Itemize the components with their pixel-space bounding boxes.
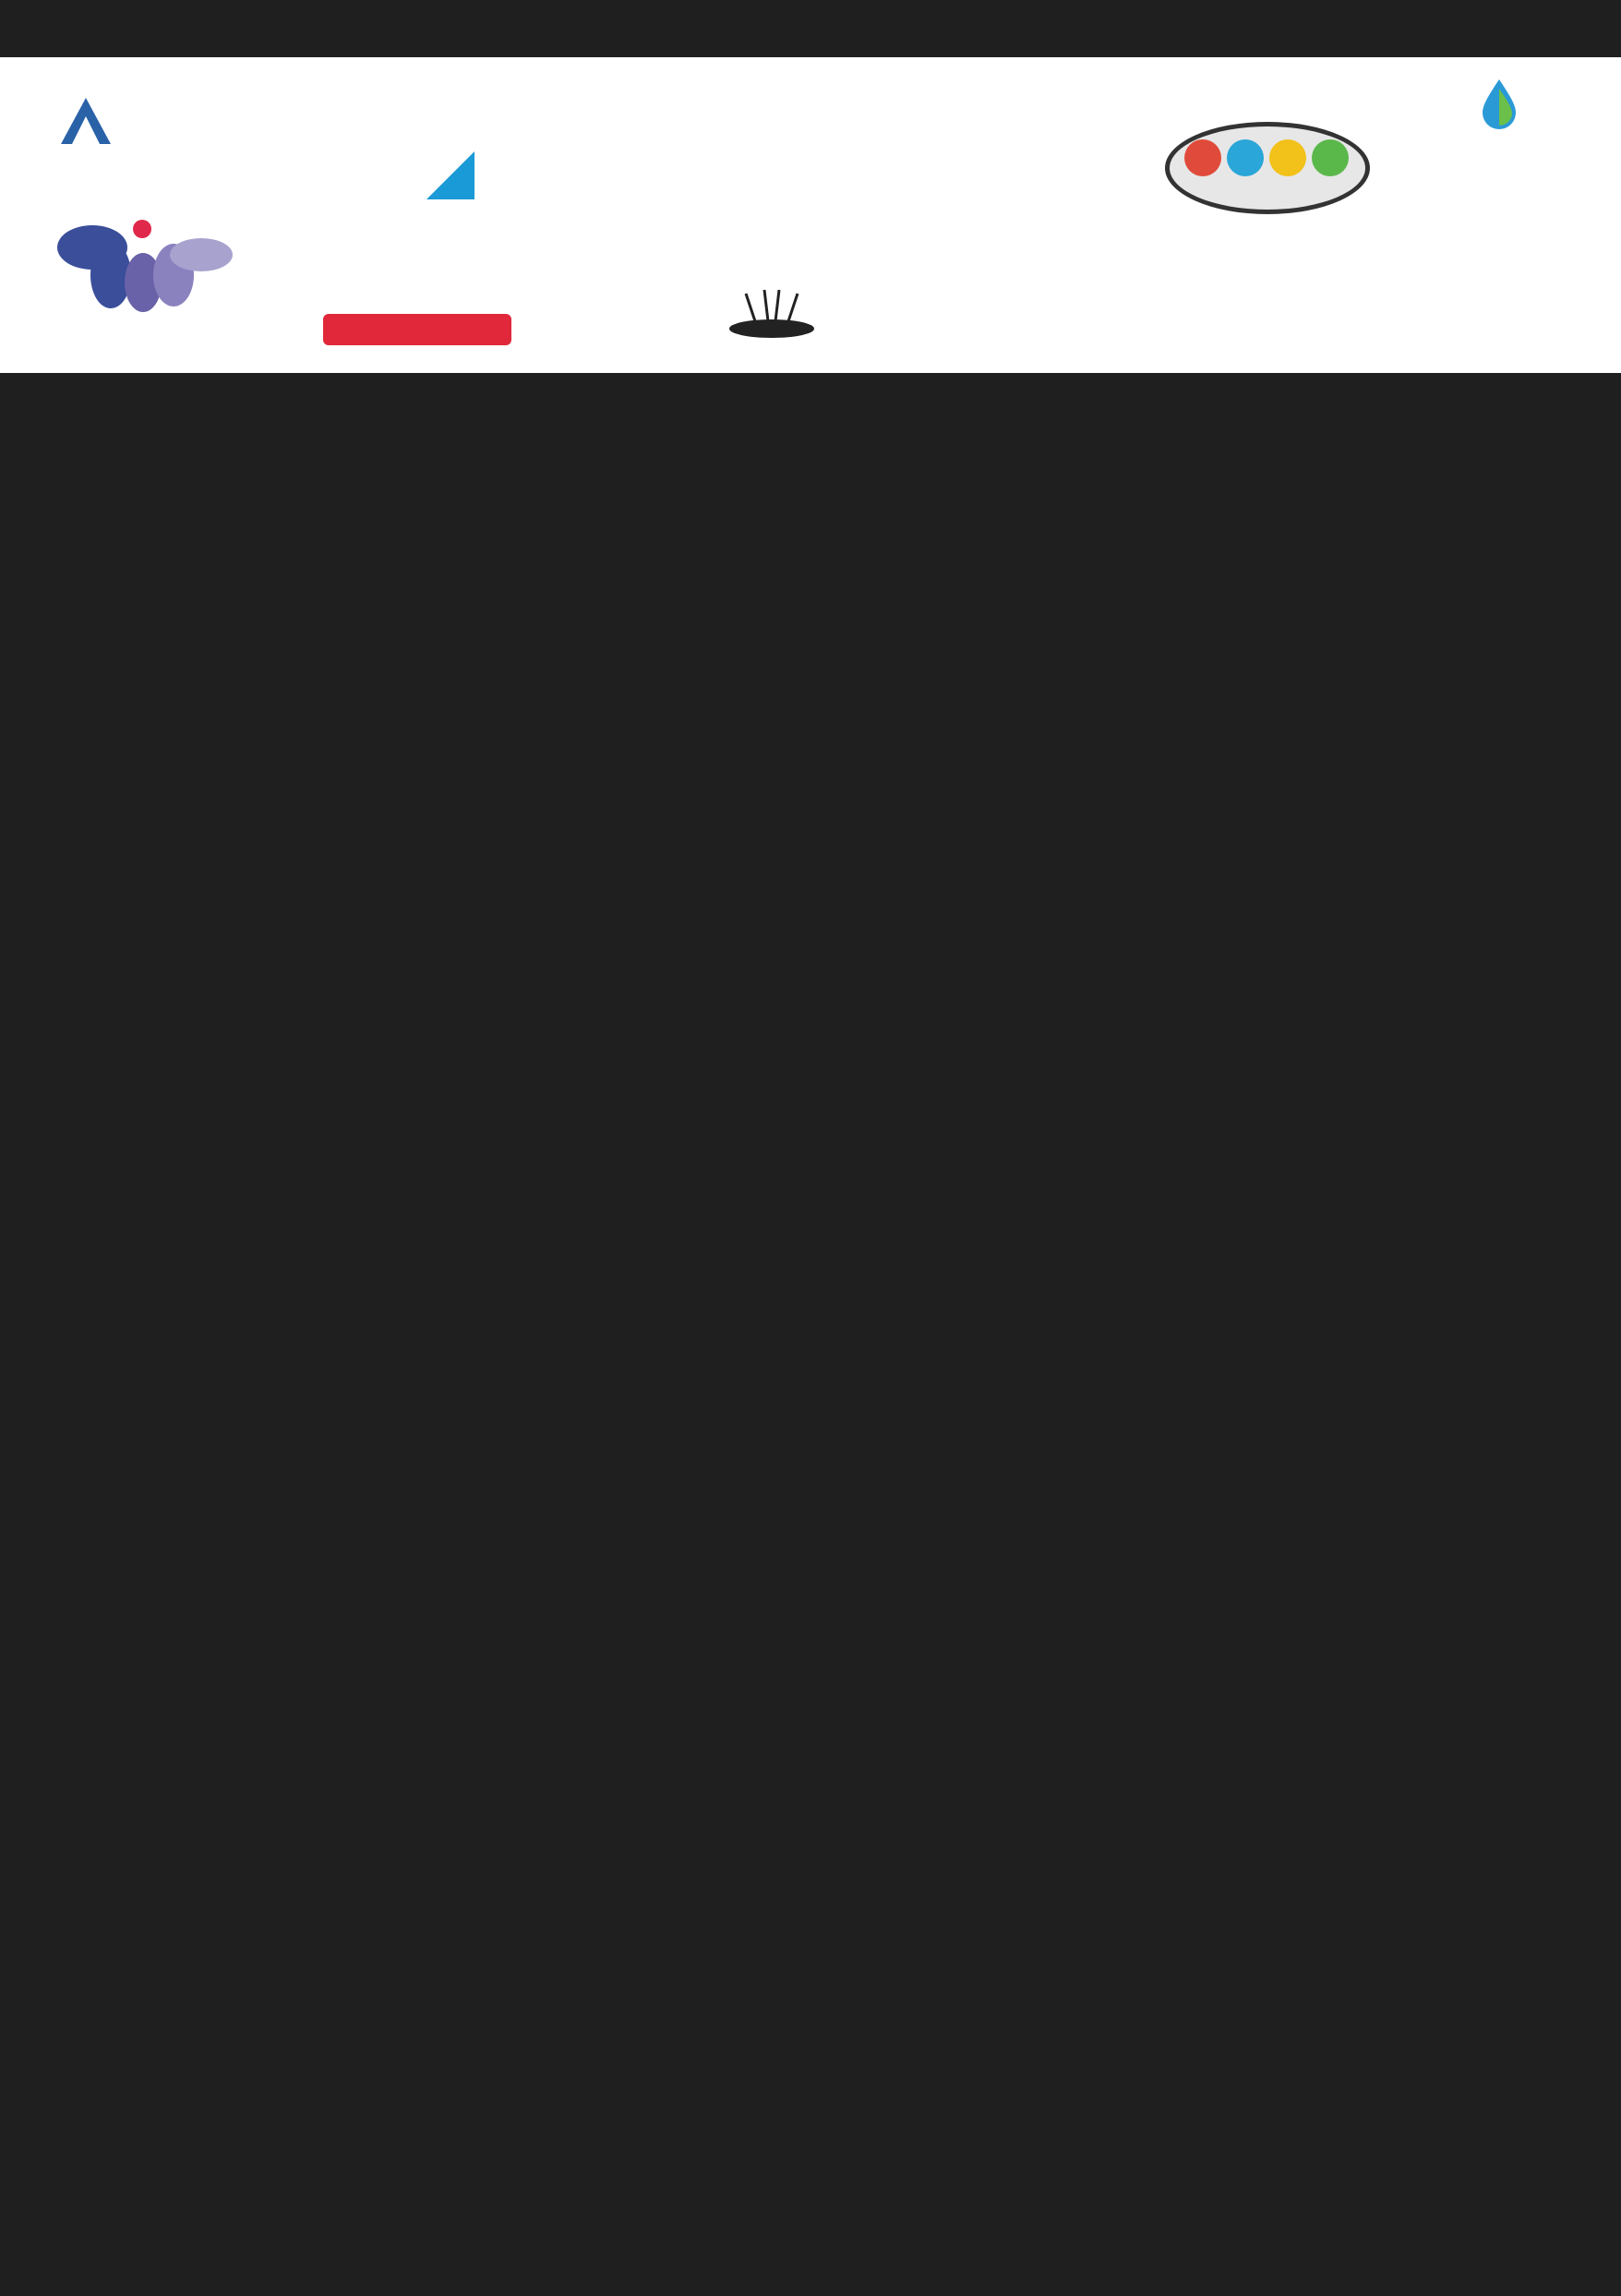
logo-kanton-luzern	[323, 262, 517, 345]
logo-jugendherbergen	[59, 89, 354, 190]
logo-frauen-aarau	[55, 210, 258, 367]
logo-kgl	[812, 157, 1089, 203]
dancers-stage-icon	[727, 284, 816, 340]
raum-letter-m	[1312, 139, 1349, 176]
flower-petals-icon	[55, 210, 240, 312]
raum-letter-a	[1227, 139, 1264, 176]
water-drop-icon	[1479, 78, 1519, 129]
raum-letter-r	[1184, 139, 1221, 176]
logo-tanztaeglich	[580, 271, 820, 345]
logo-beinwil	[426, 146, 703, 201]
logo-raum360	[1165, 122, 1370, 214]
raum-letter-u	[1269, 139, 1306, 176]
logo-ici	[879, 229, 1063, 349]
silver-sponsors-band	[0, 57, 1621, 373]
logo-gartenwelt	[1422, 78, 1569, 244]
beinwil-flag-icon	[426, 151, 474, 199]
hostel-house-icon	[59, 96, 113, 151]
swisslos-badge	[323, 314, 511, 345]
